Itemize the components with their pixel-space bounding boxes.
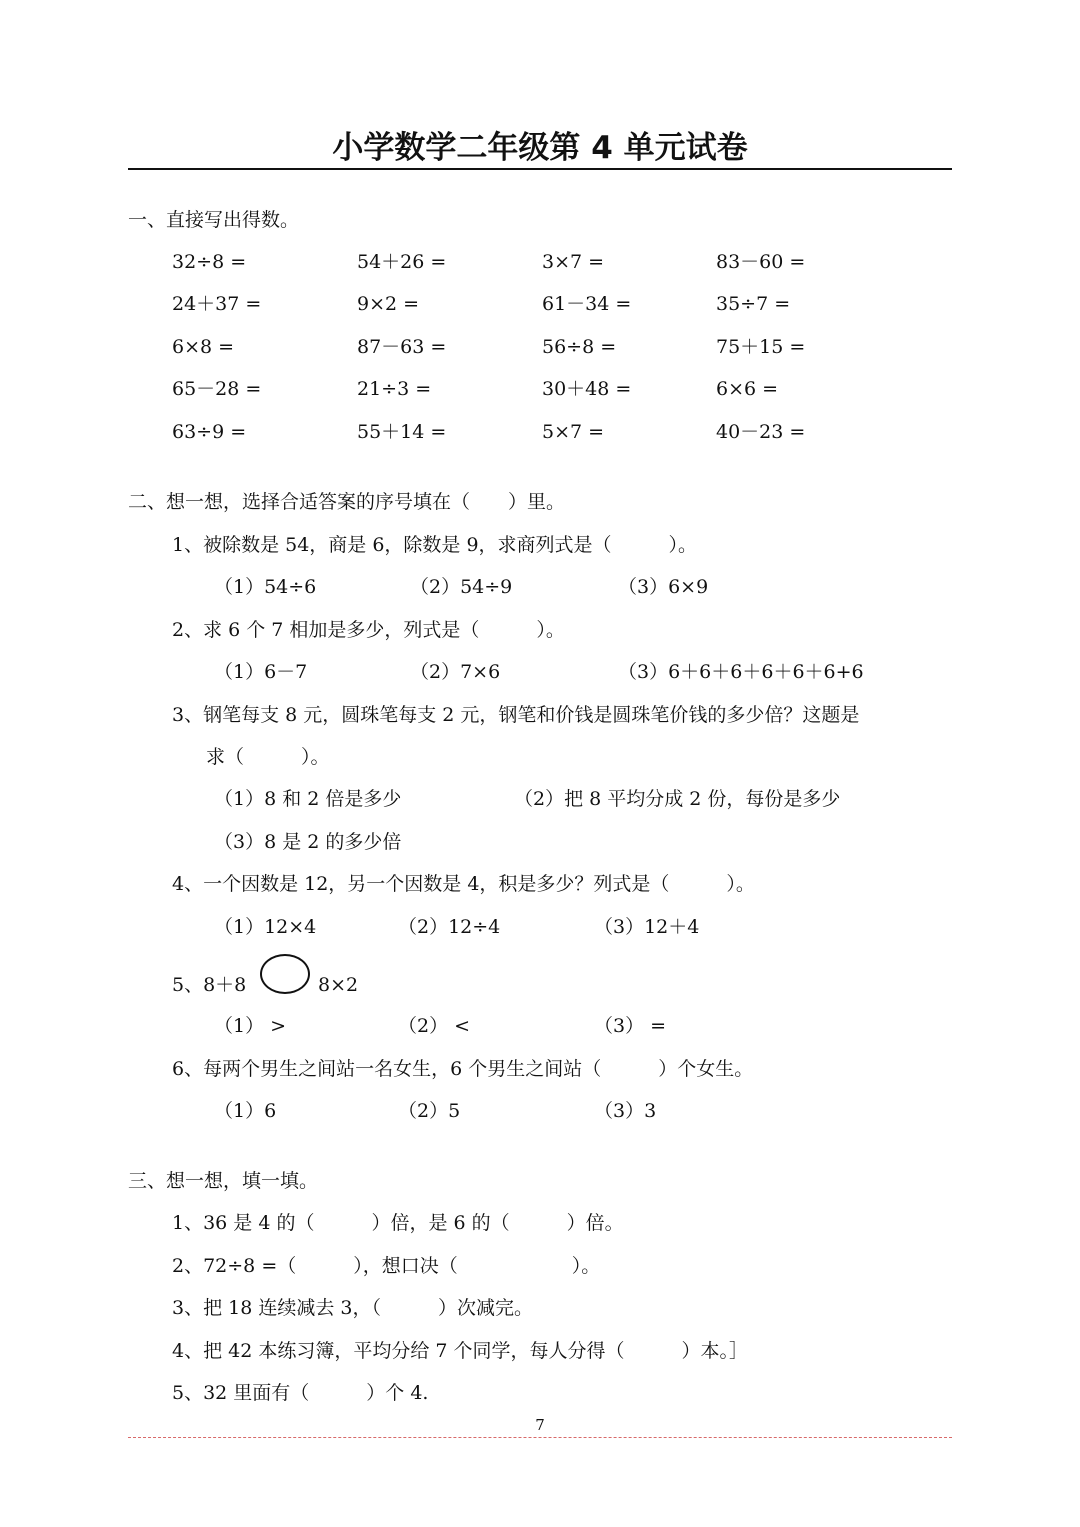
- option: （1）8 和 2 倍是多少: [214, 788, 402, 810]
- calc-item: 21÷3 =: [357, 378, 432, 400]
- page-number: 7: [535, 1416, 545, 1434]
- fill-item: 4、把 42 本练习簿，平均分给 7 个同学，每人分得（ ）本。］: [172, 1340, 749, 1362]
- fill-item: 3、把 18 连续减去 3，（ ）次减完。: [172, 1297, 533, 1319]
- page-title: 小学数学二年级第 4 单元试卷: [332, 130, 748, 166]
- option: （3）6×9: [618, 576, 709, 598]
- option: （2）7×6: [410, 661, 501, 683]
- section1-heading: 一、直接写出得数。: [128, 209, 300, 231]
- option: （3）3: [594, 1100, 657, 1122]
- section2-heading: 二、想一想，选择合适答案的序号填在（ ）里。: [128, 491, 566, 513]
- question-1: 1、被除数是 54，商是 6，除数是 9，求商列式是（ ）。: [172, 534, 698, 556]
- option: （3） =: [594, 1015, 667, 1037]
- option: （1）12×4: [214, 916, 317, 938]
- option: （3）6＋6＋6＋6＋6＋6+6: [618, 661, 864, 683]
- section3-heading: 三、想一想，填一填。: [128, 1170, 319, 1192]
- comparison-circle[interactable]: [260, 954, 310, 994]
- option: （1） >: [214, 1015, 287, 1037]
- question-6: 6、每两个男生之间站一名女生，6 个男生之间站（ ）个女生。: [172, 1058, 754, 1080]
- calc-item: 9×2 =: [357, 293, 420, 315]
- calc-item: 75＋15 =: [716, 336, 806, 358]
- fill-item: 2、72÷8 =（ ），想口决（ ）。: [172, 1255, 601, 1277]
- question-4: 4、一个因数是 12，另一个因数是 4，积是多少？列式是（ ）。: [172, 873, 755, 895]
- option: （3）12＋4: [594, 916, 700, 938]
- question-3-continued: 求（ ）。: [206, 746, 330, 768]
- calc-item: 6×8 =: [172, 336, 235, 358]
- question-5-left: 5、8＋8: [172, 974, 247, 996]
- title-underline: [128, 168, 952, 170]
- option: （2）5: [398, 1100, 461, 1122]
- option: （1）54÷6: [214, 576, 317, 598]
- calc-item: 83－60 =: [716, 251, 806, 273]
- calc-item: 3×7 =: [542, 251, 605, 273]
- calc-item: 30＋48 =: [542, 378, 632, 400]
- question-3: 3、钢笔每支 8 元，圆珠笔每支 2 元，钢笔和价钱是圆珠笔价钱的多少倍？这题是: [172, 704, 860, 726]
- calc-item: 61－34 =: [542, 293, 632, 315]
- option: （2） <: [398, 1015, 471, 1037]
- calc-item: 24＋37 =: [172, 293, 262, 315]
- calc-item: 54＋26 =: [357, 251, 447, 273]
- calc-item: 65－28 =: [172, 378, 262, 400]
- question-2: 2、求 6 个 7 相加是多少，列式是（ ）。: [172, 619, 565, 641]
- calc-item: 87－63 =: [357, 336, 447, 358]
- question-5-right: 8×2: [318, 974, 359, 996]
- calc-item: 55＋14 =: [357, 421, 447, 443]
- fill-item: 1、36 是 4 的（ ）倍，是 6 的（ ）倍。: [172, 1212, 624, 1234]
- option: （3）8 是 2 的多少倍: [214, 831, 402, 853]
- calc-item: 56÷8 =: [542, 336, 617, 358]
- fill-item: 5、32 里面有（ ）个 4.: [172, 1382, 429, 1404]
- option: （2）把 8 平均分成 2 份，每份是多少: [514, 788, 841, 810]
- footer-divider: [128, 1437, 952, 1438]
- option: （1）6: [214, 1100, 277, 1122]
- calc-item: 6×6 =: [716, 378, 779, 400]
- option: （1）6－7: [214, 661, 308, 683]
- calc-item: 63÷9 =: [172, 421, 247, 443]
- option: （2）12÷4: [398, 916, 501, 938]
- calc-item: 40－23 =: [716, 421, 806, 443]
- calc-item: 32÷8 =: [172, 251, 247, 273]
- calc-item: 5×7 =: [542, 421, 605, 443]
- calc-item: 35÷7 =: [716, 293, 791, 315]
- option: （2）54÷9: [410, 576, 513, 598]
